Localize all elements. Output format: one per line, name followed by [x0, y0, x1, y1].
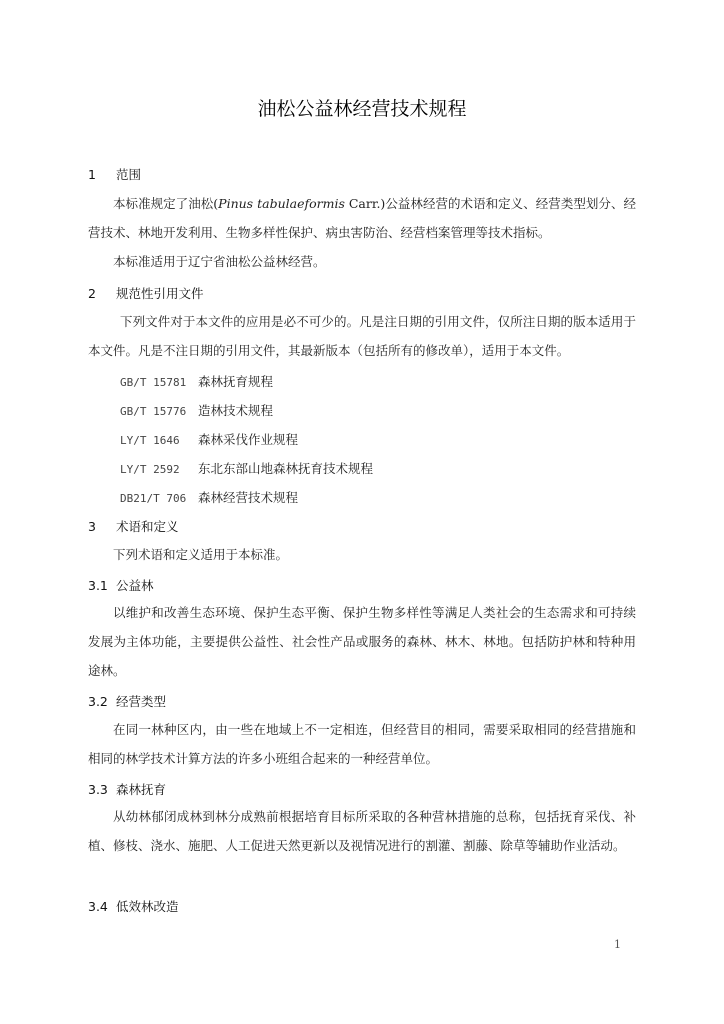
section-3-2-paragraph: 在同一林种区内，由一些在地域上不一定相连，但经营目的相同，需要采取相同的经营措施和相同的林学技术计算方法的许多小班组合起来的一种经营单位。: [88, 722, 636, 766]
reference-item: [120, 459, 373, 477]
reference-name: 森林经营技术规程: [198, 490, 299, 505]
section-title: 低效林改造: [116, 899, 179, 914]
section-title: 术语和定义: [116, 519, 179, 534]
section-title: 规范性引用文件: [116, 286, 204, 301]
reference-name: 造林技术规程: [198, 403, 274, 418]
section-1-paragraph-2: 本标准适用于辽宁省油松公益林经营。: [113, 254, 326, 269]
reference-code: GB/T 15781: [120, 376, 187, 389]
section-3-paragraph-1: 下列术语和定义适用于本标准。: [113, 547, 289, 562]
section-2-paragraph-1: 下列文件对于本文件的应用是必不可少的。凡是注日期的引用文件，仅所注日期的版本适用于本文件。凡是不注日期的引用文件，其最新版本（包括所有的修改单），适用于本文件。: [88, 314, 636, 358]
section-number: 3.3: [88, 782, 108, 797]
section-number: 3: [88, 519, 96, 534]
section-number: 3.1: [88, 578, 108, 593]
reference-code: DB21/T 706: [120, 492, 187, 505]
reference-code: LY/T 2592: [120, 463, 180, 476]
section-title: 范围: [116, 167, 142, 182]
reference-code: GB/T 15776: [120, 405, 187, 418]
reference-item: [120, 488, 298, 506]
section-3-3-heading: [88, 780, 166, 798]
section-1-paragraph-1: 本标准规定了油松(Pinus tabulaeformis Carr.)公益林经营的术语和定义、经营类型划分、经营技术、林地开发利用、生物多样性保护、病虫害防治、经营档案管理等技术指标。: [88, 196, 636, 240]
reference-name: 东北东部山地森林抚育技术规程: [198, 461, 374, 476]
latin-name: Pinus tabulaeformis: [218, 196, 345, 211]
reference-item: [120, 430, 298, 448]
reference-name: 森林采伐作业规程: [198, 432, 299, 447]
reference-code: LY/T 1646: [120, 434, 180, 447]
section-title: 经营类型: [116, 694, 167, 709]
section-number: 3.2: [88, 694, 108, 709]
page-number: 1: [614, 938, 621, 951]
section-title: 森林抚育: [116, 782, 167, 797]
section-3-3-paragraph: 从幼林郁闭成林到林分成熟前根据培育目标所采取的各种营林措施的总称，包括抚育采伐、补植、修枝、浇水、施肥、人工促进天然更新以及视情况进行的割灌、割藤、除草等辅助作业活动。: [88, 809, 636, 853]
section-3-1-heading: [88, 576, 154, 594]
document-title: 油松公益林经营技术规程: [257, 98, 467, 120]
section-3-heading: [88, 517, 179, 535]
reference-item: [120, 401, 273, 419]
reference-name: 森林抚育规程: [198, 374, 274, 389]
section-number: 2: [88, 286, 96, 301]
section-2-heading: [88, 284, 204, 302]
section-1-heading: [88, 165, 141, 183]
section-3-4-heading: [88, 897, 179, 915]
section-title: 公益林: [116, 578, 154, 593]
section-3-1-paragraph: 以维护和改善生态环境、保护生态平衡、保护生物多样性等满足人类社会的生态需求和可持续发展为主体功能，主要提供公益性、社会性产品或服务的森林、林木、林地。包括防护林和特种用途林。: [88, 605, 636, 678]
reference-item: [120, 372, 273, 390]
section-3-2-heading: [88, 692, 166, 710]
section-number: 1: [88, 167, 96, 182]
section-number: 3.4: [88, 899, 108, 914]
